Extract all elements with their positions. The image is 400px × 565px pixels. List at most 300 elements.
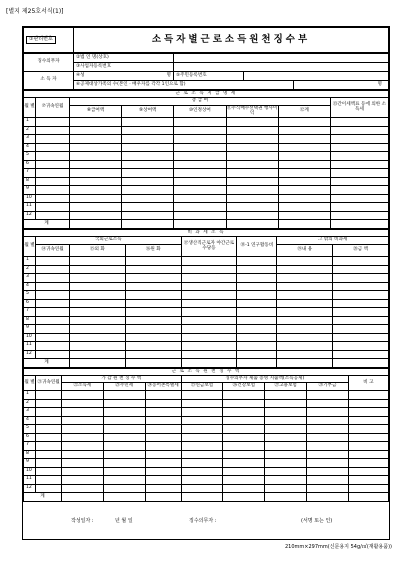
input-cell[interactable] <box>348 459 388 468</box>
input-cell[interactable] <box>36 442 62 451</box>
input-cell[interactable] <box>36 257 70 266</box>
total-cell[interactable] <box>278 220 330 229</box>
input-cell[interactable] <box>348 433 388 442</box>
input-cell[interactable] <box>36 342 70 351</box>
input-cell[interactable] <box>181 408 223 417</box>
input-cell[interactable] <box>125 257 181 266</box>
input-cell[interactable] <box>174 177 226 186</box>
input-cell[interactable] <box>307 391 349 400</box>
total-cell[interactable] <box>70 359 126 368</box>
input-cell[interactable] <box>145 425 181 434</box>
input-cell[interactable] <box>70 325 126 334</box>
input-cell[interactable] <box>330 135 388 144</box>
input-cell[interactable] <box>62 433 104 442</box>
input-cell[interactable] <box>174 186 226 195</box>
input-cell[interactable] <box>237 316 277 325</box>
input-cell[interactable] <box>333 274 389 283</box>
input-cell[interactable] <box>226 126 278 135</box>
input-cell[interactable] <box>348 476 388 485</box>
input-cell[interactable] <box>333 265 389 274</box>
input-cell[interactable] <box>36 308 70 317</box>
input-cell[interactable] <box>103 450 145 459</box>
input-cell[interactable] <box>36 265 70 274</box>
input-cell[interactable] <box>145 391 181 400</box>
input-cell[interactable] <box>237 342 277 351</box>
input-cell[interactable] <box>226 118 278 127</box>
input-cell[interactable] <box>174 152 226 161</box>
input-cell[interactable] <box>237 282 277 291</box>
input-cell[interactable] <box>330 203 388 212</box>
input-cell[interactable] <box>125 350 181 359</box>
input-cell[interactable] <box>181 476 223 485</box>
input-cell[interactable] <box>70 177 122 186</box>
input-cell[interactable] <box>333 325 389 334</box>
input-cell[interactable] <box>278 118 330 127</box>
input-cell[interactable] <box>174 194 226 203</box>
input-cell[interactable] <box>36 408 62 417</box>
input-cell[interactable] <box>62 408 104 417</box>
input-cell[interactable] <box>36 299 70 308</box>
input-cell[interactable] <box>223 391 265 400</box>
input-cell[interactable] <box>36 399 62 408</box>
input-cell[interactable] <box>333 291 389 300</box>
total-cell[interactable] <box>174 220 226 229</box>
input-cell[interactable] <box>278 211 330 220</box>
input-cell[interactable] <box>122 143 174 152</box>
input-cell[interactable] <box>237 274 277 283</box>
input-cell[interactable] <box>36 391 62 400</box>
input-cell[interactable] <box>181 265 237 274</box>
input-cell[interactable] <box>103 467 145 476</box>
input-cell[interactable] <box>278 143 330 152</box>
input-cell[interactable] <box>348 450 388 459</box>
input-cell[interactable] <box>62 425 104 434</box>
input-cell[interactable] <box>36 325 70 334</box>
date-field[interactable]: 년 월 일 <box>115 518 133 524</box>
input-cell[interactable] <box>125 325 181 334</box>
input-cell[interactable] <box>181 350 237 359</box>
input-cell[interactable] <box>36 186 70 195</box>
input-cell[interactable] <box>237 299 277 308</box>
input-cell[interactable] <box>62 467 104 476</box>
input-cell[interactable] <box>181 325 237 334</box>
input-cell[interactable] <box>330 169 388 178</box>
input-cell[interactable] <box>181 257 237 266</box>
input-cell[interactable] <box>70 308 126 317</box>
input-cell[interactable] <box>226 169 278 178</box>
input-cell[interactable] <box>348 467 388 476</box>
input-cell[interactable] <box>145 416 181 425</box>
input-cell[interactable] <box>145 408 181 417</box>
input-cell[interactable] <box>278 203 330 212</box>
input-cell[interactable] <box>125 265 181 274</box>
input-cell[interactable] <box>226 177 278 186</box>
input-cell[interactable] <box>181 274 237 283</box>
input-cell[interactable] <box>70 257 126 266</box>
input-cell[interactable] <box>181 308 237 317</box>
input-cell[interactable] <box>36 333 70 342</box>
input-cell[interactable] <box>103 484 145 493</box>
input-cell[interactable] <box>330 118 388 127</box>
input-cell[interactable] <box>70 291 126 300</box>
input-cell[interactable] <box>36 459 62 468</box>
input-cell[interactable] <box>125 274 181 283</box>
input-cell[interactable] <box>174 143 226 152</box>
mgmt-no-field[interactable]: ①관리번호 <box>26 36 56 43</box>
input-cell[interactable] <box>125 282 181 291</box>
input-cell[interactable] <box>125 308 181 317</box>
input-cell[interactable] <box>125 333 181 342</box>
total-cell[interactable] <box>125 359 181 368</box>
input-cell[interactable] <box>122 126 174 135</box>
input-cell[interactable] <box>145 467 181 476</box>
input-cell[interactable] <box>70 203 122 212</box>
row-number: 3 <box>24 135 36 144</box>
input-cell[interactable] <box>278 126 330 135</box>
input-cell[interactable] <box>307 408 349 417</box>
input-cell[interactable] <box>36 177 70 186</box>
input-cell[interactable] <box>145 484 181 493</box>
input-cell[interactable] <box>36 450 62 459</box>
input-cell[interactable] <box>122 177 174 186</box>
total-cell[interactable] <box>330 220 388 229</box>
input-cell[interactable] <box>36 194 70 203</box>
corp-name-field[interactable] <box>174 54 389 63</box>
input-cell[interactable] <box>70 186 122 195</box>
input-cell[interactable] <box>122 169 174 178</box>
input-cell[interactable] <box>333 299 389 308</box>
input-cell[interactable] <box>277 265 333 274</box>
input-cell[interactable] <box>125 316 181 325</box>
input-cell[interactable] <box>330 177 388 186</box>
input-cell[interactable] <box>36 160 70 169</box>
input-cell[interactable] <box>348 399 388 408</box>
input-cell[interactable] <box>348 391 388 400</box>
input-cell[interactable] <box>103 408 145 417</box>
input-cell[interactable] <box>226 152 278 161</box>
input-cell[interactable] <box>36 476 62 485</box>
input-cell[interactable] <box>265 484 307 493</box>
input-cell[interactable] <box>62 450 104 459</box>
input-cell[interactable] <box>145 476 181 485</box>
input-cell[interactable] <box>265 476 307 485</box>
input-cell[interactable] <box>265 408 307 417</box>
input-cell[interactable] <box>70 194 122 203</box>
input-cell[interactable] <box>223 433 265 442</box>
input-cell[interactable] <box>181 333 237 342</box>
input-cell[interactable] <box>62 416 104 425</box>
total-cell[interactable] <box>333 359 389 368</box>
input-cell[interactable] <box>348 408 388 417</box>
input-cell[interactable] <box>122 160 174 169</box>
input-cell[interactable] <box>265 391 307 400</box>
input-cell[interactable] <box>36 169 70 178</box>
input-cell[interactable] <box>122 118 174 127</box>
input-cell[interactable] <box>307 425 349 434</box>
input-cell[interactable] <box>223 476 265 485</box>
input-cell[interactable] <box>36 143 70 152</box>
input-cell[interactable] <box>36 467 62 476</box>
input-cell[interactable] <box>125 342 181 351</box>
input-cell[interactable] <box>181 425 223 434</box>
rrn-field[interactable] <box>244 72 389 81</box>
input-cell[interactable] <box>307 416 349 425</box>
input-cell[interactable] <box>348 484 388 493</box>
input-cell[interactable] <box>330 186 388 195</box>
input-cell[interactable] <box>237 333 277 342</box>
input-cell[interactable] <box>226 186 278 195</box>
input-cell[interactable] <box>348 416 388 425</box>
input-cell[interactable] <box>145 442 181 451</box>
input-cell[interactable] <box>277 333 333 342</box>
input-cell[interactable] <box>223 425 265 434</box>
input-cell[interactable] <box>122 152 174 161</box>
input-cell[interactable] <box>70 118 122 127</box>
input-cell[interactable] <box>278 177 330 186</box>
input-cell[interactable] <box>70 316 126 325</box>
input-cell[interactable] <box>223 484 265 493</box>
input-cell[interactable] <box>62 484 104 493</box>
total-cell[interactable] <box>181 359 237 368</box>
input-cell[interactable] <box>145 399 181 408</box>
row-number: 8 <box>24 177 36 186</box>
input-cell[interactable] <box>62 391 104 400</box>
section3-table <box>23 368 389 502</box>
input-cell[interactable] <box>36 316 70 325</box>
input-cell[interactable] <box>278 135 330 144</box>
input-cell[interactable] <box>174 135 226 144</box>
input-cell[interactable] <box>223 399 265 408</box>
input-cell[interactable] <box>333 350 389 359</box>
input-cell[interactable] <box>226 203 278 212</box>
input-cell[interactable] <box>181 291 237 300</box>
input-cell[interactable] <box>36 152 70 161</box>
sign-field[interactable]: (서명 또는 인) <box>301 518 333 524</box>
input-cell[interactable] <box>174 118 226 127</box>
input-cell[interactable] <box>307 476 349 485</box>
input-cell[interactable] <box>307 399 349 408</box>
input-cell[interactable] <box>278 160 330 169</box>
input-cell[interactable] <box>278 152 330 161</box>
input-cell[interactable] <box>223 467 265 476</box>
input-cell[interactable] <box>277 299 333 308</box>
input-cell[interactable] <box>36 211 70 220</box>
input-cell[interactable] <box>36 126 70 135</box>
input-cell[interactable] <box>278 169 330 178</box>
input-cell[interactable] <box>103 476 145 485</box>
input-cell[interactable] <box>145 459 181 468</box>
input-cell[interactable] <box>181 450 223 459</box>
input-cell[interactable] <box>226 135 278 144</box>
input-cell[interactable] <box>181 399 223 408</box>
input-cell[interactable] <box>265 433 307 442</box>
input-cell[interactable] <box>333 282 389 291</box>
input-cell[interactable] <box>333 308 389 317</box>
input-cell[interactable] <box>333 257 389 266</box>
input-cell[interactable] <box>237 325 277 334</box>
input-cell[interactable] <box>36 350 70 359</box>
input-cell[interactable] <box>70 282 126 291</box>
input-cell[interactable] <box>330 160 388 169</box>
input-cell[interactable] <box>277 325 333 334</box>
input-cell[interactable] <box>36 433 62 442</box>
input-cell[interactable] <box>237 291 277 300</box>
input-cell[interactable] <box>36 135 70 144</box>
input-cell[interactable] <box>125 299 181 308</box>
input-cell[interactable] <box>333 333 389 342</box>
input-cell[interactable] <box>181 416 223 425</box>
input-cell[interactable] <box>330 152 388 161</box>
input-cell[interactable] <box>223 408 265 417</box>
input-cell[interactable] <box>181 467 223 476</box>
input-cell[interactable] <box>307 433 349 442</box>
input-cell[interactable] <box>277 342 333 351</box>
input-cell[interactable] <box>174 211 226 220</box>
input-cell[interactable] <box>277 308 333 317</box>
input-cell[interactable] <box>237 350 277 359</box>
input-cell[interactable] <box>333 316 389 325</box>
input-cell[interactable] <box>70 169 122 178</box>
input-cell[interactable] <box>181 433 223 442</box>
input-cell[interactable] <box>36 484 62 493</box>
input-cell[interactable] <box>70 135 122 144</box>
input-cell[interactable] <box>70 160 122 169</box>
input-cell[interactable] <box>122 186 174 195</box>
input-cell[interactable] <box>36 203 70 212</box>
input-cell[interactable] <box>265 467 307 476</box>
earner-name-field[interactable]: ④성 명 <box>74 72 174 81</box>
input-cell[interactable] <box>226 160 278 169</box>
input-cell[interactable] <box>62 399 104 408</box>
input-cell[interactable] <box>174 169 226 178</box>
input-cell[interactable] <box>70 342 126 351</box>
input-cell[interactable] <box>36 416 62 425</box>
input-cell[interactable] <box>62 442 104 451</box>
input-cell[interactable] <box>122 194 174 203</box>
input-cell[interactable] <box>277 316 333 325</box>
input-cell[interactable] <box>223 459 265 468</box>
input-cell[interactable] <box>70 152 122 161</box>
input-cell[interactable] <box>278 194 330 203</box>
input-cell[interactable] <box>36 118 70 127</box>
input-cell[interactable] <box>181 342 237 351</box>
input-cell[interactable] <box>330 143 388 152</box>
input-cell[interactable] <box>181 391 223 400</box>
total-cell[interactable] <box>237 359 277 368</box>
input-cell[interactable] <box>181 442 223 451</box>
input-cell[interactable] <box>265 459 307 468</box>
input-cell[interactable] <box>36 274 70 283</box>
input-cell[interactable] <box>70 274 126 283</box>
input-cell[interactable] <box>223 450 265 459</box>
input-cell[interactable] <box>174 203 226 212</box>
input-cell[interactable] <box>348 442 388 451</box>
input-cell[interactable] <box>307 467 349 476</box>
input-cell[interactable] <box>223 416 265 425</box>
input-cell[interactable] <box>265 442 307 451</box>
input-cell[interactable] <box>278 186 330 195</box>
input-cell[interactable] <box>36 282 70 291</box>
total-cell[interactable] <box>122 220 174 229</box>
input-cell[interactable] <box>62 476 104 485</box>
input-cell[interactable] <box>330 126 388 135</box>
total-cell[interactable] <box>70 220 122 229</box>
input-cell[interactable] <box>70 350 126 359</box>
input-cell[interactable] <box>70 265 126 274</box>
input-cell[interactable] <box>181 484 223 493</box>
input-cell[interactable] <box>277 350 333 359</box>
input-cell[interactable] <box>307 484 349 493</box>
input-cell[interactable] <box>181 282 237 291</box>
input-cell[interactable] <box>277 282 333 291</box>
input-cell[interactable] <box>307 459 349 468</box>
input-cell[interactable] <box>333 342 389 351</box>
input-cell[interactable] <box>36 425 62 434</box>
input-cell[interactable] <box>330 194 388 203</box>
input-cell[interactable] <box>70 299 126 308</box>
input-cell[interactable] <box>265 416 307 425</box>
input-cell[interactable] <box>36 291 70 300</box>
input-cell[interactable] <box>103 399 145 408</box>
input-cell[interactable] <box>226 211 278 220</box>
input-cell[interactable] <box>122 211 174 220</box>
input-cell[interactable] <box>122 203 174 212</box>
input-cell[interactable] <box>145 433 181 442</box>
input-cell[interactable] <box>348 425 388 434</box>
input-cell[interactable] <box>62 459 104 468</box>
input-cell[interactable] <box>122 135 174 144</box>
s1-col10: ⑩인정상여 <box>174 106 226 118</box>
input-cell[interactable] <box>265 425 307 434</box>
input-cell[interactable] <box>226 143 278 152</box>
input-cell[interactable] <box>277 291 333 300</box>
input-cell[interactable] <box>103 425 145 434</box>
total-cell[interactable] <box>226 220 278 229</box>
input-cell[interactable] <box>265 450 307 459</box>
input-cell[interactable] <box>226 194 278 203</box>
input-cell[interactable] <box>125 291 181 300</box>
input-cell[interactable] <box>277 257 333 266</box>
input-cell[interactable] <box>70 143 122 152</box>
input-cell[interactable] <box>174 160 226 169</box>
input-cell[interactable] <box>103 442 145 451</box>
input-cell[interactable] <box>145 450 181 459</box>
input-cell[interactable] <box>277 274 333 283</box>
biz-no-field[interactable] <box>174 63 389 72</box>
input-cell[interactable] <box>103 391 145 400</box>
input-cell[interactable] <box>181 459 223 468</box>
input-cell[interactable] <box>181 316 237 325</box>
input-cell[interactable] <box>237 265 277 274</box>
input-cell[interactable] <box>237 308 277 317</box>
input-cell[interactable] <box>181 299 237 308</box>
input-cell[interactable] <box>174 126 226 135</box>
deduction-count-field[interactable]: 명 <box>294 81 389 90</box>
input-cell[interactable] <box>223 442 265 451</box>
input-cell[interactable] <box>265 399 307 408</box>
input-cell[interactable] <box>307 450 349 459</box>
input-cell[interactable] <box>103 416 145 425</box>
input-cell[interactable] <box>307 442 349 451</box>
total-cell[interactable] <box>277 359 333 368</box>
input-cell[interactable] <box>70 333 126 342</box>
input-cell[interactable] <box>237 257 277 266</box>
input-cell[interactable] <box>70 126 122 135</box>
input-cell[interactable] <box>70 211 122 220</box>
input-cell[interactable] <box>103 433 145 442</box>
input-cell[interactable] <box>330 211 388 220</box>
input-cell[interactable] <box>103 459 145 468</box>
